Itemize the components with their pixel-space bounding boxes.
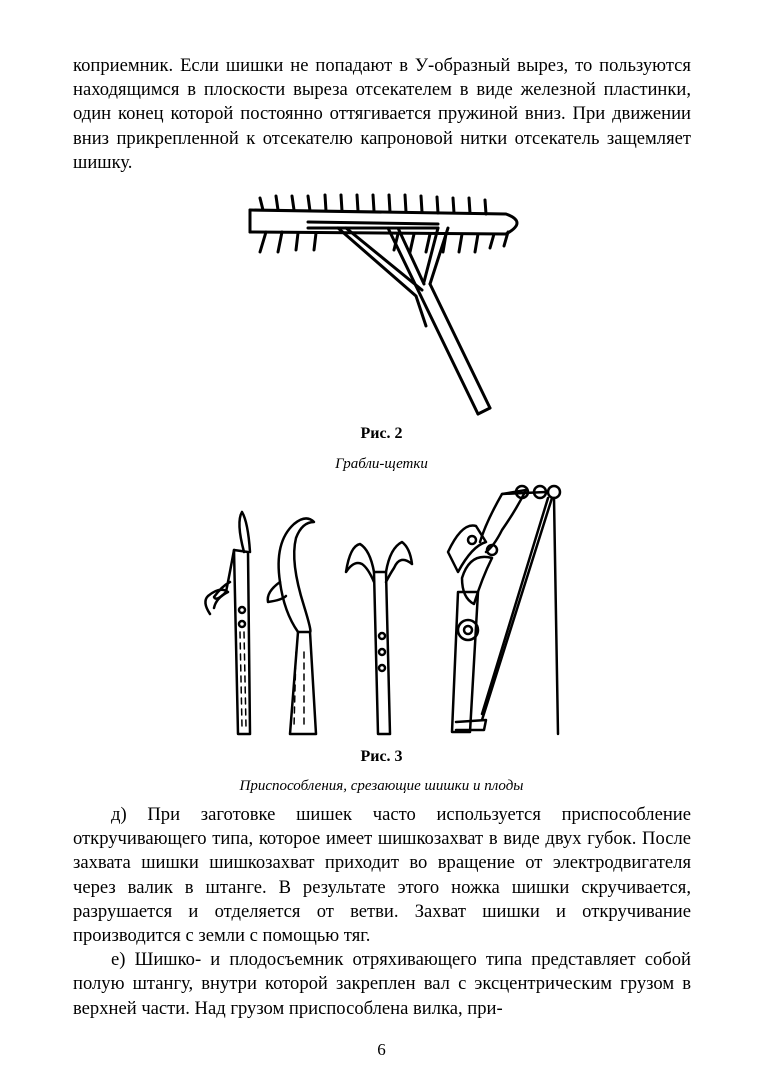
figure-2-number: Рис. 2 — [360, 425, 403, 442]
figure-3-cutting-tools-drawing — [186, 482, 571, 744]
figure-3-title: Приспособления, срезающие шишки и плоды — [239, 778, 524, 794]
paragraph-e: е) Шишко- и плодосъемник отряхивающего типа представляет собой полую штангу, внутри которой закреплен вал с эксцентрическим грузом в верхней части. Над грузом приспособлена вилка, при- — [73, 949, 691, 1019]
paragraph-d: д) При заготовке шишек часто используется приспособление откручивающего типа, которое имеет шишкозахват в виде двух губок. После захвата шишки шишкозахват приходит во вращение от электродвигателя через валик в штанге. В результате этого ножка шишки скручивается, разрушается и отделяется от ветви. Захват шишки и откручивание производится с земли с помощью тяг. — [73, 804, 691, 947]
page-number: 6 — [377, 1040, 386, 1059]
figure-2-rake-brush-drawing — [238, 186, 528, 418]
figure-2-title: Грабли-щетки — [335, 456, 428, 472]
figure-3-number: Рис. 3 — [360, 748, 403, 765]
intro-paragraph: коприемник. Если шишки не попадают в У-образный вырез, то пользуются находящимся в плоскости выреза отсекателем в виде железной пластинки, один конец которой постоянно оттягивается пружиной вниз. При движении вниз прикрепленной к отсекателю капроновой нитки отсекатель защемляет шишку. — [73, 55, 691, 173]
text-block-bottom — [73, 803, 691, 1021]
text-block-top — [73, 54, 691, 175]
